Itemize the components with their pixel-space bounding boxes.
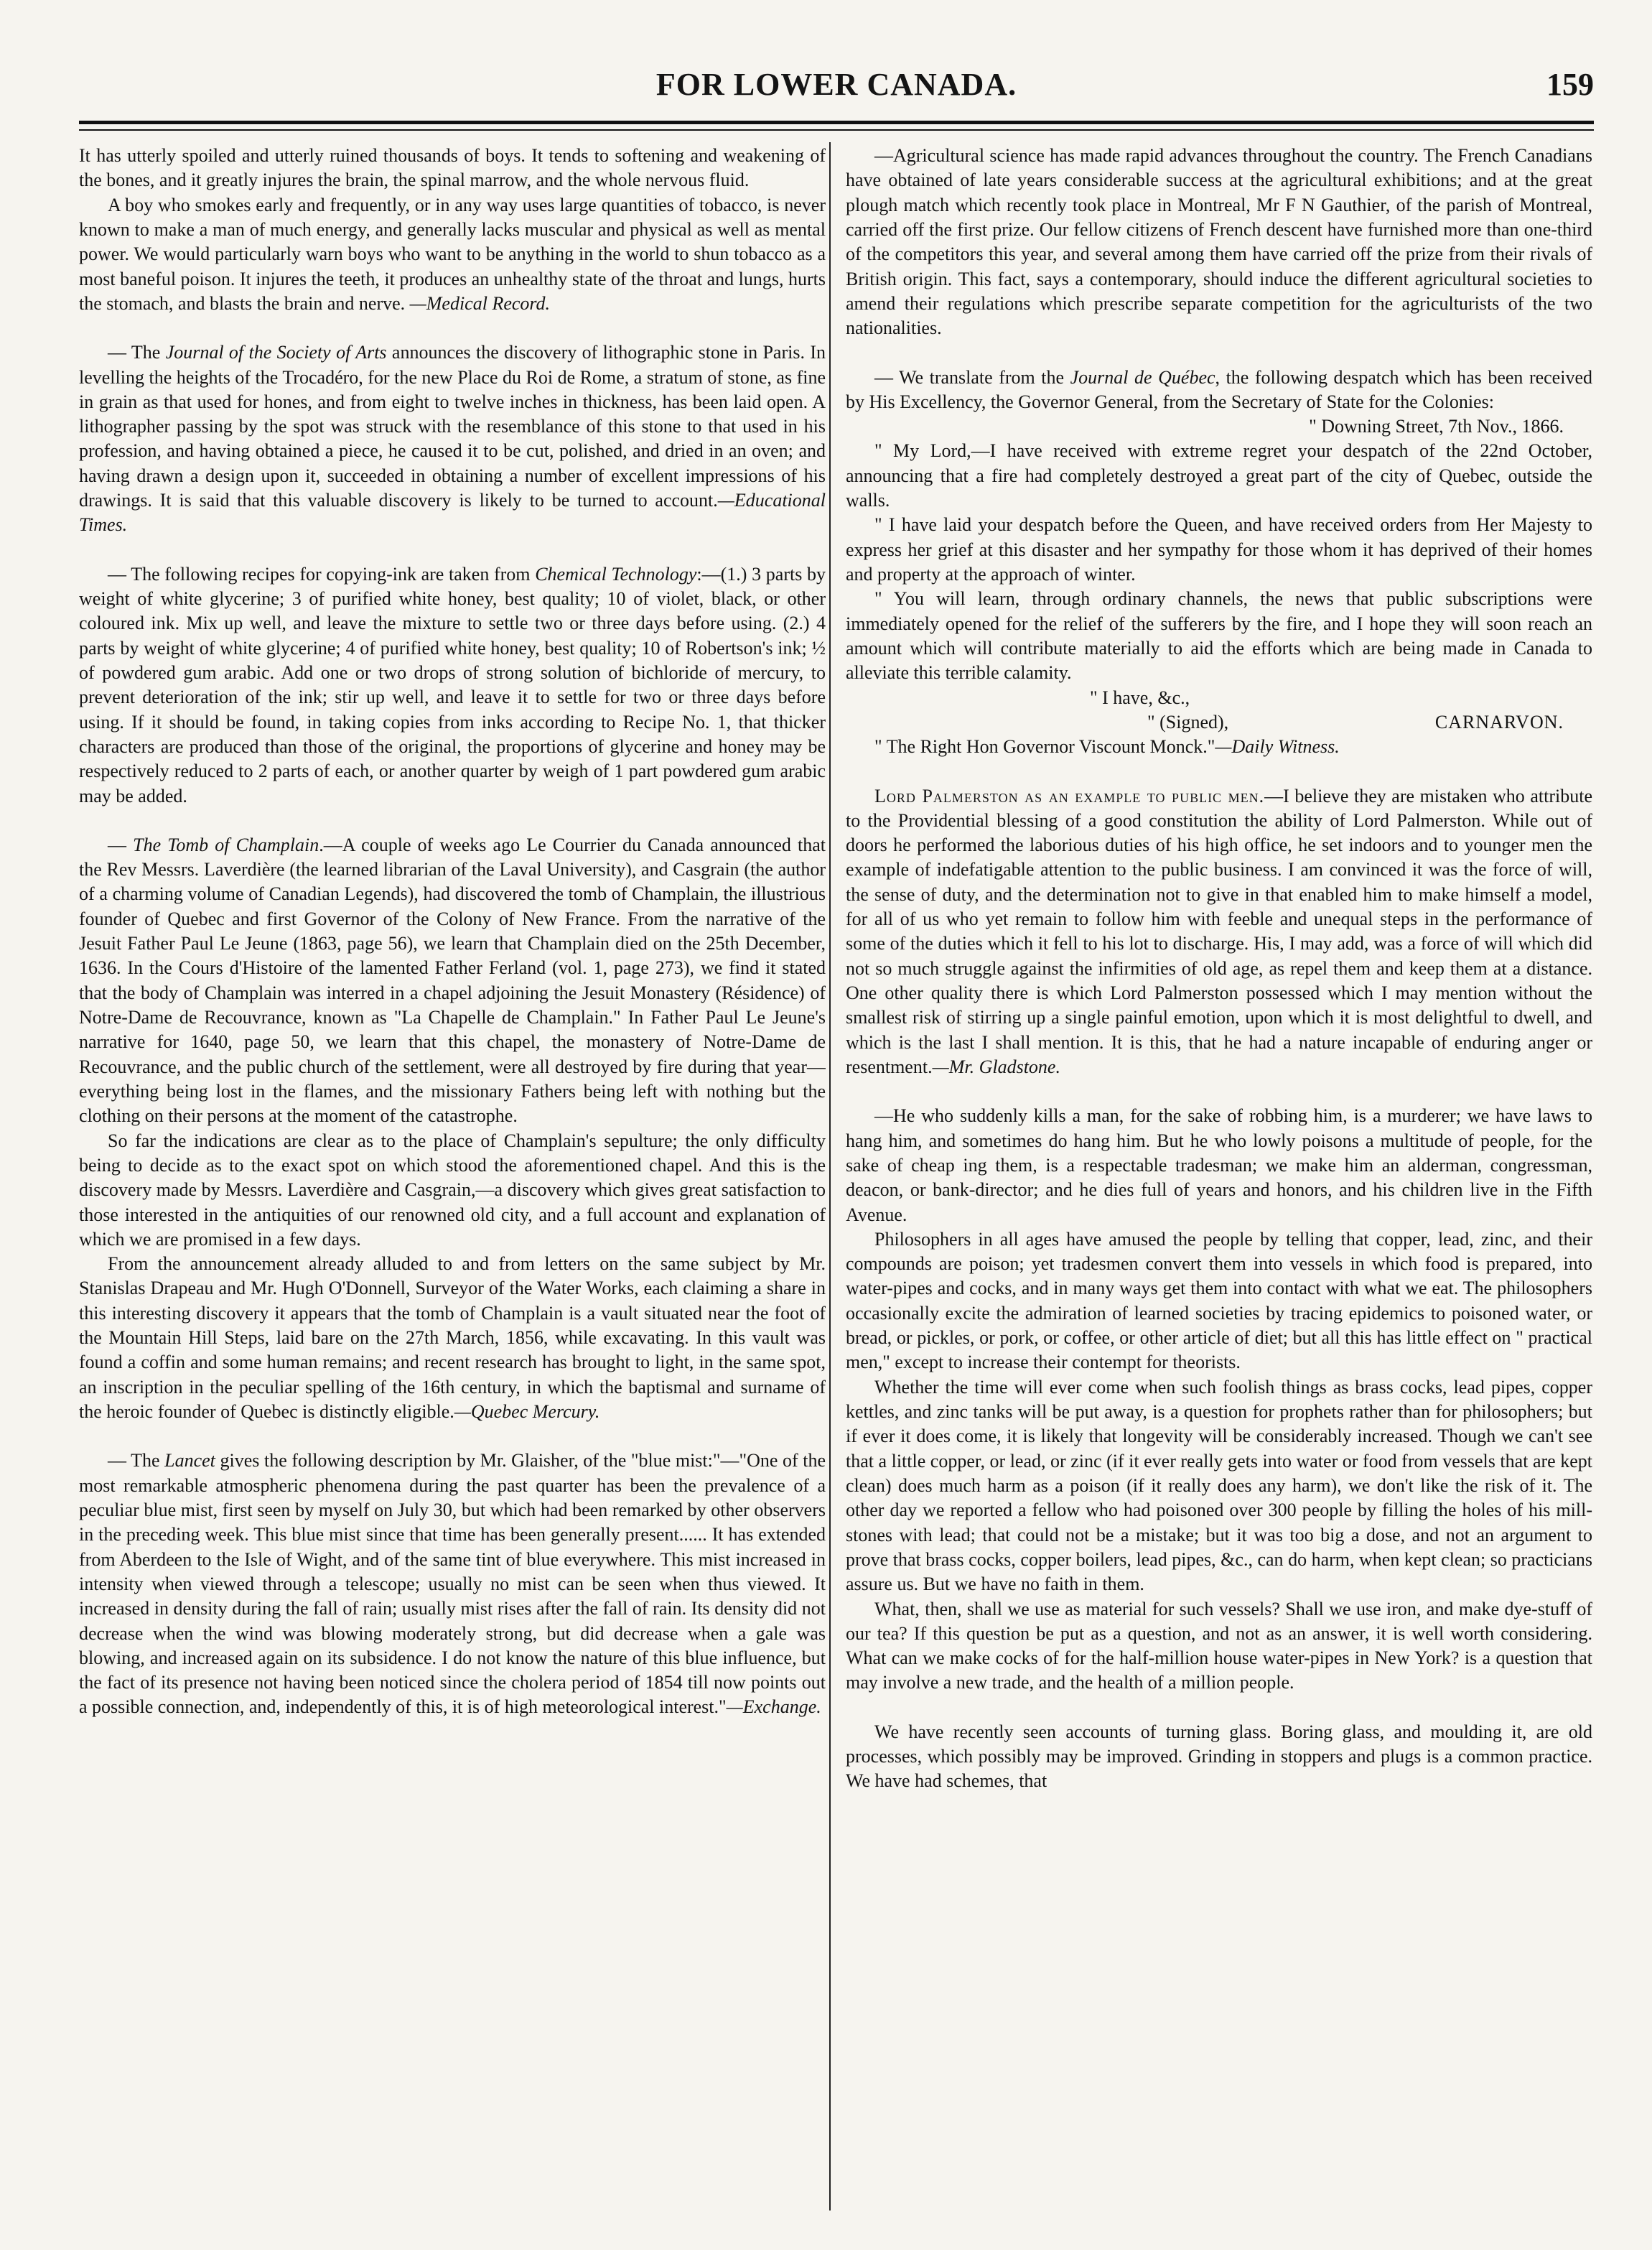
despatch-source: —Daily Witness.: [1215, 736, 1340, 758]
blue-mist-body: gives the following description by Mr. Glaisher, of the "blue mist:"—"One of the most remarkable atmospheric phenomena during the past quarter has been the prevalence of a peculiar blue mist, first seen by myself on July 30, but which had been remarked by other observers in the preceding week. This blue mist since that time has been generally present...... It has extended from Aberdeen to the Isle of Wight, and of the same tint of blue everywhere. This mist increased in intensity when viewed through a telescope; usually no mist can be seen when thus viewed. It increased in density during the fall of rain; usually mist rises after the fall of rain. Its density did not decrease when the wind was blowing moderately strong, but did decrease when a gale was blowing, and increased again on its subsidence. I do not know the nature of this blue influence, but the fact of its presence not having been noticed since the cholera period of 1854 till now points out a possible connection, and, independently of this, it is of high meteorological interest.": [79, 1450, 826, 1718]
column-divider: [829, 142, 831, 2211]
running-title: FOR LOWER CANADA.: [655, 67, 1017, 102]
header-rule-thick: [79, 121, 1594, 124]
champlain-paragraph-3: [79, 1252, 826, 1424]
poisoners-paragraph-4: What, then, shall we use as material for such vessels? Shall we use iron, and make dye-stuff of our tea? If this question be put as a question, and not as an answer, it is well worth considering. What can we make cocks of for the half-million house water-pipes in New York? is a question that may involve a new trade, and the health of a million people.: [846, 1598, 1592, 1693]
lithographic-paragraph: [79, 340, 826, 538]
blue-mist-lead: — The: [108, 1450, 165, 1472]
article-turning-glass: [846, 1720, 1592, 1794]
tobacco-source: —Medical Record.: [409, 292, 551, 314]
article-tobacco: [79, 144, 826, 316]
champlain-title: The Tomb of Champlain: [133, 834, 319, 855]
glass-paragraph: We have recently seen accounts of turning glass. Boring glass, and moulding it, are old processes, which possibly may be improved. Grinding in stoppers and plugs is a common practice. We have had schemes, that: [846, 1721, 1592, 1792]
article-blue-mist: [79, 1449, 826, 1719]
palmerston-body: —I believe they are mistaken who attribute to the Providential blessing of a good constitution the ability of Lord Palmerston. While out of doors he performed the laborious duties of his high office, he set indoors and to younger men the example of indefatigable attention to the public business. I am convinced it was the force of will, the sense of duty, and the determination not to give in that enabled him to make himself a model, for all of us who yet remain to follow him with feeble and unequal steps in the performance of some of the duties which it fell to his lot to discharge. His, I may add, was a force of will which did not so much struggle against the infirmities of old age, as repel them and keep them at a distance. One other quality there is which Lord Palmerston possessed which I may mention without the smallest risk of stirring up a single painful emotion, upon which it is most delightful to dwell, and which is the last I shall mention. It is this, that he had a nature incapable of enduring anger or resentment.: [846, 785, 1592, 1077]
running-head: [79, 56, 1594, 121]
despatch-paragraph-1: " My Lord,—I have received with extreme regret your despatch of the 22nd October, announcing that a fire had completely destroyed a great part of the city of Quebec, outside the walls.: [846, 440, 1592, 511]
despatch-intro-lead: — We translate from the: [874, 366, 1070, 388]
despatch-signature-row: [846, 710, 1592, 735]
article-poisoners: [846, 1104, 1592, 1696]
copying-ink-paragraph: [79, 562, 826, 809]
article-lithographic-stone: [79, 340, 826, 538]
despatch-intro-rest: , the following despatch which has been received by His Excellency, the Governor General, from the Secretary of State for the Colonies:: [846, 366, 1592, 412]
despatch-date-line: " Downing Street, 7th Nov., 1866.: [1309, 416, 1564, 437]
poisoners-paragraph-2: Philosophers in all ages have amused the people by telling that copper, lead, zinc, and their compounds are poison; yet tradesmen convert them into vessels in which food is prepared, into water-pipes and cocks, and in many ways get them into contact with what we eat. The philosophers occasionally excite the admiration of learned societies by tracing epidemics to poisoned water, or bread, or pickles, or pork, or coffee, or other article of diet; but all this has little effect on " practical men," except to increase their contempt for theorists.: [846, 1228, 1592, 1373]
despatch-signer: CARNARVON.: [1434, 711, 1564, 733]
lithographic-body: announces the discovery of lithographic stone in Paris. In levelling the heights of the Trocadéro, for the new Place du Roi de Rome, a stratum of stone, as fine in grain as that used for hones, and from eight to twelve inches in thickness, has been laid open. A lithographer passing by the spot was struck with the resemblance of this stone to that used in his profession, and having obtained a piece, he caused it to be cut, polished, and dried in an oven; and having drawn a design upon it, succeeded in obtaining a number of excellent impressions of his drawings. It is said that this valuable discovery is likely to be turned to account.: [79, 342, 826, 511]
article-palmerston: [846, 784, 1592, 1080]
article-agricultural-science: [846, 144, 1592, 341]
page-number: 159: [1546, 67, 1594, 102]
palmerston-source: —Mr. Gladstone.: [932, 1056, 1060, 1077]
article-tomb-of-champlain: [79, 833, 826, 1425]
article-despatch: [846, 366, 1592, 760]
copying-ink-body: :—(1.) 3 parts by weight of white glycerine; 3 of purified white honey, best quality; 10 of violet, black, or other coloured ink. Mix up well, and leave the mixture to settle two or three days before using. (2.) 4 parts by weight of white glycerine; 4 of purified white honey, best quality; 10 of Robertson's ink; ½ of powdered gum arabic. Add one or two drops of strong solution of bichloride of mercury, to prevent deterioration of the ink; stir up well, and leave it to settle for two or three days before using. If it should be found, in taking copies from inks according to Recipe No. 1, that thicker characters are produced than those of the original, the proportions of glycerine and honey may be respectively reduced to 2 parts of each, or another quarter by weigh of 1 part powdered gum arabic may be added.: [79, 563, 826, 806]
palmerston-heading: Lord Palmerston as an example to public men.: [874, 785, 1265, 806]
copying-ink-journal: Chemical Technology: [535, 563, 697, 585]
champlain-lead: —: [108, 834, 134, 855]
lithographic-journal: Journal of the Society of Arts: [165, 342, 387, 363]
despatch-signed: " (Signed),: [1147, 711, 1229, 733]
despatch-addressee-line: [846, 735, 1592, 759]
left-column: [79, 144, 826, 2226]
header-rule-thin: [79, 129, 1594, 131]
tobacco-paragraph-2: [79, 193, 826, 317]
blue-mist-paragraph: [79, 1449, 826, 1719]
champlain-body-1: .—A couple of weeks ago Le Courrier du Canada announced that the Rev Messrs. Laverdière (the learned librarian of the Laval University), and Casgrain (the author of a charming volume of Canadian Legends), had discovered the tomb of Champlain, the illustrious founder of Quebec and first Governor of the Colony of New France. From the narrative of the Jesuit Father Paul Le Jeune (1863, page 56), we learn that Champlain died on the 25th December, 1636. In the Cours d'Histoire of the lamented Father Ferland (vol. 1, page 273), we find it stated that the body of Champlain was interred in a chapel adjoining the Jesuit Monastery (Résidence) of Notre-Dame de Recouvrance, known as "La Chapelle de Champlain." In Father Paul Le Jeune's narrative for 1640, page 50, we learn that this chapel, the monastery of Notre-Dame de Recouvrance, and the public church of the settlement, were all destroyed by fire during that year—everything being lost in the flames, and the missionary Fathers being left with nothing but the clothing on their persons at the moment of the catastrophe.: [79, 834, 826, 1127]
poisoners-paragraph-1: —He who suddenly kills a man, for the sake of robbing him, is a murderer; we have laws to hang him, and sometimes do hang him. But he who lowly poisons a multitude of people, for the sake of cheap ing them, is a respectable tradesman; we make him an alderman, congressman, deacon, or bank-director; and he dies full of years and honors, and his children live in the Fifth Avenue.: [846, 1105, 1592, 1225]
despatch-paragraph-2: " I have laid your despatch before the Queen, and have received orders from Her Majesty to express her grief at this disaster and her sympathy for those whom it has deprived of their homes and property at the approach of winter.: [846, 514, 1592, 585]
champlain-body-3: From the announcement already alluded to and from letters on the same subject by Mr. Stanislas Drapeau and Mr. Hugh O'Donnell, Surveyor of the Water Works, each claiming a share in this interesting discovery it appears that the tomb of Champlain is a vault situated near the foot of the Mountain Hill Steps, laid bare on the 27th March, 1856, while excavating. In this vault was found a coffin and some human remains; and recent research has brought to light, in the same spot, an inscription in the peculiar spelling of the 16th century, in which the baptismal and surname of the heroic founder of Quebec is distinctly eligible.: [79, 1253, 826, 1422]
despatch-addressee: " The Right Hon Governor Viscount Monck.": [874, 736, 1215, 758]
despatch-closing: " I have, &c.,: [1090, 687, 1190, 708]
champlain-paragraph-2: So far the indications are clear as to the place of Champlain's sepulture; the only difficulty being to decide as to the exact spot on which stood the aforementioned chapel. And this is the discovery made by Messrs. Laverdière and Casgrain,—a discovery which gives great satisfaction to those interested in the antiquities of our renowned old city, and a full account and explanation of which we are promised in a few days.: [79, 1130, 826, 1250]
tobacco-body: A boy who smokes early and frequently, or in any way uses large quantities of tobacco, is never known to make a man of much energy, and generally lacks muscular and physical as well as mental power. We would particularly warn boys who want to be anything in the world to shun tobacco as a most baneful poison. It injures the teeth, it produces an unhealthy state of the throat and lungs, hurts the stomach, and blasts the brain and nerve.: [79, 194, 826, 314]
tobacco-paragraph-1: It has utterly spoiled and utterly ruined thousands of boys. It tends to softening and weakening of the bones, and it greatly injures the brain, the spinal marrow, and the whole nervous fluid.: [79, 145, 826, 191]
despatch-journal: Journal de Québec: [1070, 366, 1215, 388]
palmerston-paragraph: [846, 784, 1592, 1080]
agricultural-paragraph: —Agricultural science has made rapid advances throughout the country. The French Canadians have obtained of late years considerable success at the agricultural exhibitions; and at the great plough match which recently took place in Montreal, Mr F N Gauthier, of the parish of Montreal, carried off the first prize. Our fellow citizens of French descent have furnished more than one-third of the competitors this year, and several among them have carried off the prize from their rivals of British origin. This fact, says a contemporary, should induce the different agricultural societies to amend their regulations which prescribe separate competition for the agriculturists of the two nationalities.: [846, 145, 1592, 339]
champlain-source: —Quebec Mercury.: [454, 1401, 600, 1422]
blue-mist-source: —Exchange.: [726, 1696, 821, 1718]
poisoners-paragraph-3: Whether the time will ever come when such foolish things as brass cocks, lead pipes, copper kettles, and zinc tanks will be put away, is a question for prophets rather than for philosophers; but if ever it does come, it is likely that longevity will be considerably increased. Though we can't see that a little copper, or lead, or zinc (if it ever really gets into water or food from vessels that are kept clean) does much harm as a poison (if it really does any harm), we don't like the risk of it. The other day we reported a fellow who had poisoned over 300 people by filling the holes of his mill-stones with lead; that could not be a mistake; but it was too big a dose, and not an argument to prove that brass cocks, copper boilers, lead pipes, &c., can do harm, when kept clean; so practicians assure us. But we have no faith in them.: [846, 1376, 1592, 1595]
despatch-intro: [846, 366, 1592, 415]
article-copying-ink: [79, 562, 826, 809]
lithographic-source: —Educational Times.: [79, 490, 826, 536]
blue-mist-journal: Lancet: [164, 1450, 215, 1472]
champlain-paragraph-1: [79, 833, 826, 1129]
lithographic-lead: — The: [108, 342, 166, 363]
right-column: [846, 144, 1592, 2226]
copying-ink-lead: — The following recipes for copying-ink are taken from: [108, 563, 536, 585]
despatch-paragraph-3: " You will learn, through ordinary channels, the news that public subscriptions were immediately opened for the relief of the sufferers by the fire, and I hope they will soon reach an amount which will contribute materially to aid the efforts which are being made in Canada to alleviate this terrible calamity.: [846, 588, 1592, 684]
